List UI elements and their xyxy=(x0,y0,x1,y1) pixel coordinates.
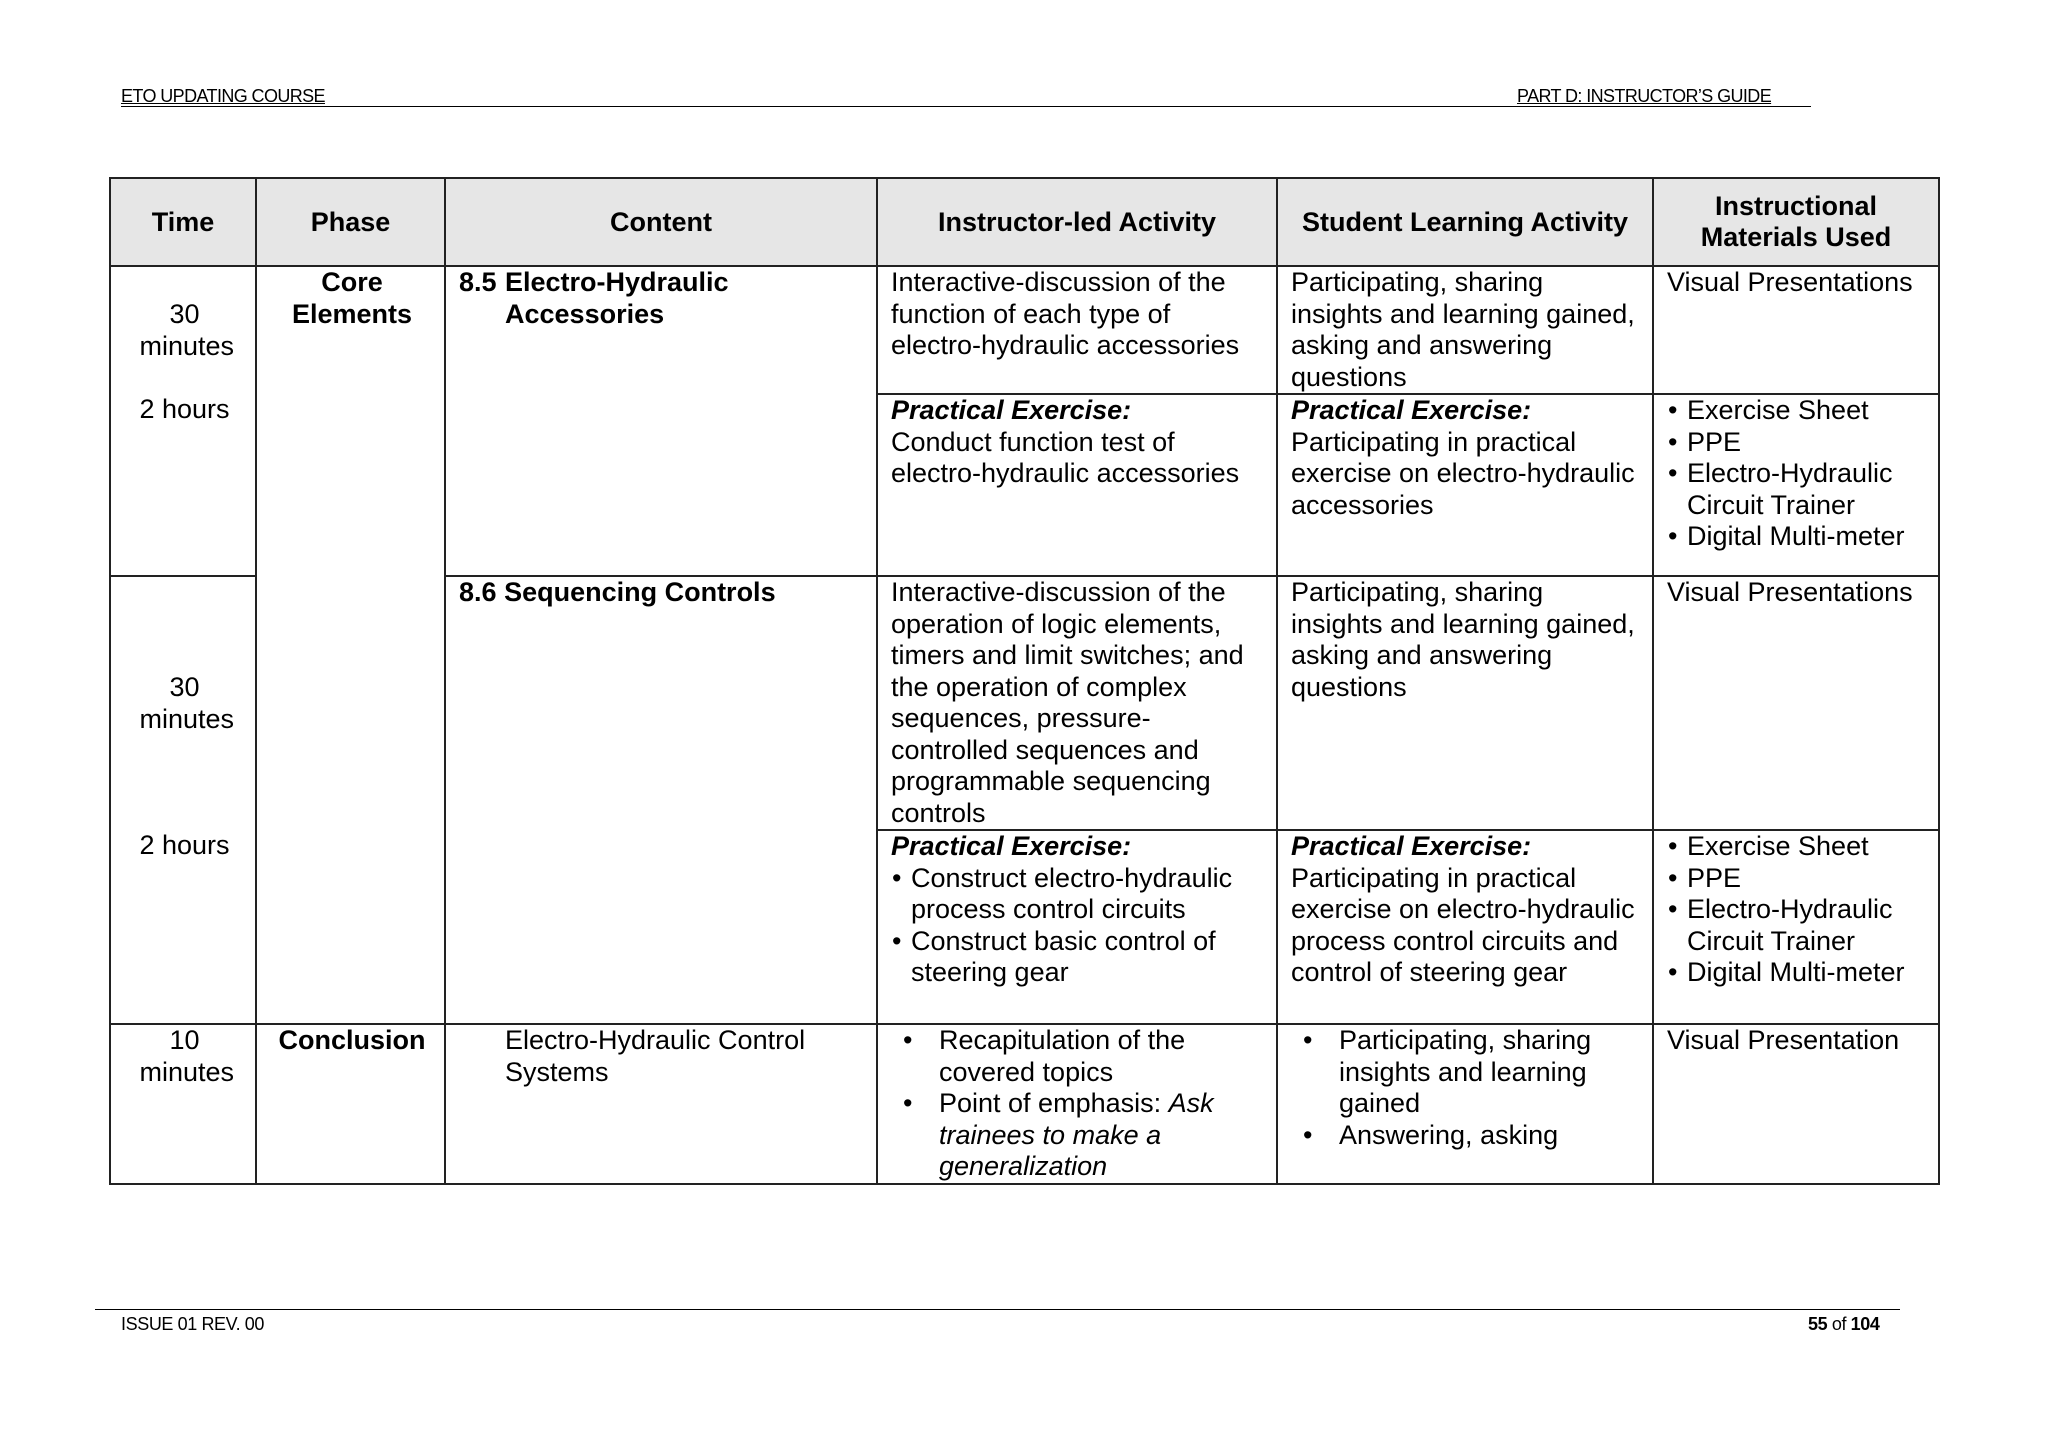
list-item: • Exercise Sheet xyxy=(1687,831,1928,863)
practical-exercise-heading: Practical Exercise: xyxy=(1291,831,1532,861)
content-cell-conclusion: Electro-Hydraulic Control Systems xyxy=(445,1024,877,1184)
student-activity-cell: Practical Exercise: Participating in practical exercise on electro-hydraulic process control circuits and control of steering gear xyxy=(1277,830,1653,1024)
footer-rule xyxy=(95,1309,1900,1310)
list-item: • Digital Multi-meter xyxy=(1687,957,1928,989)
student-activity-list xyxy=(1291,1025,1642,1151)
column-header-materials: Instructional Materials Used xyxy=(1653,178,1939,266)
column-header-content: Content xyxy=(445,178,877,266)
time-cell: 2 hours xyxy=(110,394,256,576)
phase-cell-conclusion: Conclusion xyxy=(256,1024,445,1184)
practical-exercise-heading: Practical Exercise: xyxy=(891,395,1132,425)
instructor-activity-cell: Interactive-discussion of the function of each type of electro-hydraulic accessories xyxy=(877,266,1277,394)
materials-list xyxy=(1667,395,1928,553)
materials-list xyxy=(1667,831,1928,989)
list-item: • Electro-Hydraulic Circuit Trainer xyxy=(1687,894,1928,957)
time-cell: 30 minutes xyxy=(110,576,256,830)
materials-cell xyxy=(1653,394,1939,576)
instructor-activity-cell xyxy=(877,1024,1277,1184)
header-rule xyxy=(121,106,1811,107)
footer-issue-revision: ISSUE 01 REV. 00 xyxy=(121,1314,265,1334)
student-activity-cell: Practical Exercise: Participating in practical exercise on electro-hydraulic accessories xyxy=(1277,394,1653,576)
student-activity-cell: Participating, sharing insights and learning gained, asking and answering questions xyxy=(1277,266,1653,394)
instructor-activity-list xyxy=(891,1025,1266,1183)
column-header-time: Time xyxy=(110,178,256,266)
practical-exercise-heading: Practical Exercise: xyxy=(1291,395,1532,425)
materials-cell: Visual Presentations xyxy=(1653,576,1939,830)
phase-cell-core: Core Elements xyxy=(256,266,445,1024)
list-item: • Exercise Sheet xyxy=(1687,395,1928,427)
list-item: • Recapitulation of the covered topics xyxy=(939,1025,1266,1088)
column-header-student-activity: Student Learning Activity xyxy=(1277,178,1653,266)
time-cell: 30 minutes xyxy=(110,266,256,394)
list-item: • Construct electro-hydraulic process control circuits xyxy=(911,863,1266,926)
materials-cell xyxy=(1653,830,1939,1024)
list-item: • PPE xyxy=(1687,863,1928,895)
list-item: • Participating, sharing insights and learning gained xyxy=(1339,1025,1642,1120)
list-item: • PPE xyxy=(1687,427,1928,459)
list-item: • Digital Multi-meter xyxy=(1687,521,1928,553)
time-cell: 2 hours xyxy=(110,830,256,1024)
student-activity-cell xyxy=(1277,1024,1653,1184)
column-header-phase: Phase xyxy=(256,178,445,266)
instructor-activity-cell xyxy=(877,830,1277,1024)
table-header-row xyxy=(110,178,1939,266)
materials-cell: Visual Presentation xyxy=(1653,1024,1939,1184)
table-row xyxy=(110,266,1939,394)
time-cell: 10 minutes xyxy=(110,1024,256,1184)
content-cell-8-5: 8.5 Electro-Hydraulic Accessories xyxy=(445,266,877,576)
list-item: • Electro-Hydraulic Circuit Trainer xyxy=(1687,458,1928,521)
header-part-title: PART D: INSTRUCTOR’S GUIDE xyxy=(1517,86,1772,106)
list-item: • Construct basic control of steering gear xyxy=(911,926,1266,989)
list-item: • Answering, asking xyxy=(1339,1120,1642,1152)
instructor-activity-cell: Practical Exercise: Conduct function test of electro-hydraulic accessories xyxy=(877,394,1277,576)
column-header-instructor-activity: Instructor-led Activity xyxy=(877,178,1277,266)
materials-cell: Visual Presentations xyxy=(1653,266,1939,394)
list-item: • Point of emphasis: Ask trainees to make a generalization xyxy=(939,1088,1266,1183)
header-course-title: ETO UPDATING COURSE xyxy=(121,86,325,106)
instructor-activity-list xyxy=(891,863,1266,989)
table-row xyxy=(110,1024,1939,1184)
practical-exercise-heading: Practical Exercise: xyxy=(891,831,1132,861)
student-activity-cell: Participating, sharing insights and learning gained, asking and answering questions xyxy=(1277,576,1653,830)
instructor-activity-cell: Interactive-discussion of the operation of logic elements, timers and limit switches; and the operation of complex sequences, pressure-controlled sequences and programmable sequencing controls xyxy=(877,576,1277,830)
footer-page-number: 55 of 104 xyxy=(1808,1314,1880,1334)
content-cell-8-6: 8.6 Sequencing Controls xyxy=(445,576,877,1024)
instructor-guide-table xyxy=(109,177,1940,1185)
